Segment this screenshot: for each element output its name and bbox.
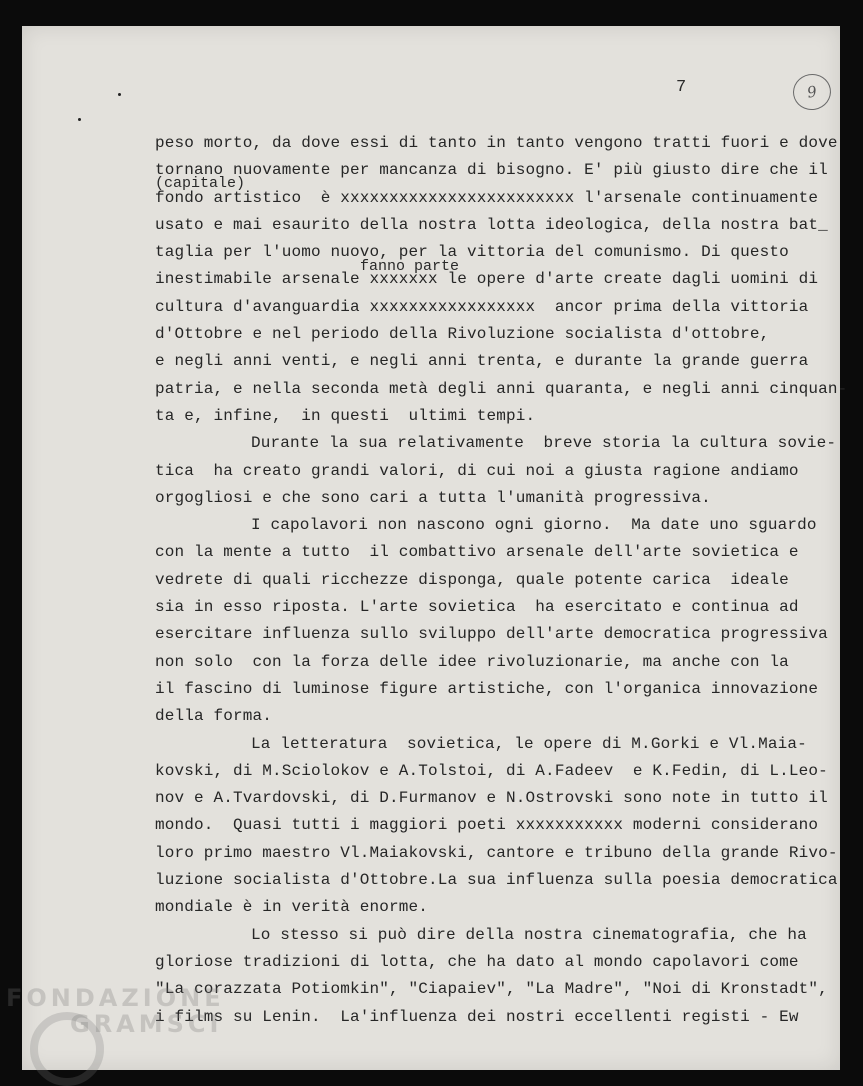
text-line: taglia per l'uomo nuovo, per la vittoria del comunismo. Di questo	[155, 243, 789, 262]
text-line: tornano nuovamente per mancanza di bisogno. E' più giusto dire che il	[155, 161, 828, 180]
handwritten-insertion-fanno-parte: fanno parte	[360, 258, 460, 275]
text-line: non solo con la forza delle idee rivoluzionarie, ma anche con la	[155, 652, 789, 671]
text-line: gloriose tradizioni di lotta, che ha dato al mondo capolavori come	[155, 952, 799, 971]
ink-speck	[118, 93, 121, 96]
text-line: e negli anni venti, e negli anni trenta, e durante la grande guerra	[155, 352, 809, 371]
text-line: I capolavori non nascono ogni giorno. Ma date uno sguardo	[251, 516, 817, 535]
text-line: sia in esso riposta. L'arte sovietica ha esercitato e continua ad	[155, 598, 799, 617]
text-line: loro primo maestro Vl.Maiakovski, cantore e tribuno della grande Rivo-	[155, 843, 838, 862]
watermark	[6, 985, 225, 1037]
text-line: kovski, di M.Sciolokov e A.Tolstoi, di A.Fadeev e K.Fedin, di L.Leo-	[155, 761, 828, 780]
text-line: La letteratura sovietica, le opere di M.Gorki e Vl.Maia-	[251, 734, 807, 753]
text-line: luzione socialista d'Ottobre.La sua influenza sulla poesia democratica	[155, 871, 838, 890]
text-line: esercitare influenza sullo sviluppo dell'arte democratica progressiva	[155, 625, 828, 644]
text-line: cultura d'avanguardia xxxxxxxxxxxxxxxxx ancor prima della vittoria	[155, 297, 809, 316]
text-line: peso morto, da dove essi di tanto in tanto vengono tratti fuori e dove	[155, 134, 838, 152]
text-line: inestimabile arsenale xxxxxxx le opere d'arte create dagli uomini di	[155, 270, 819, 289]
text-line: Lo stesso si può dire della nostra cinematografia, che ha	[251, 925, 807, 944]
text-line: "La corazzata Potiomkin", "Ciapaiev", "La Madre", "Noi di Kronstadt",	[155, 980, 828, 999]
text-line: ta e, infine, in questi ultimi tempi.	[155, 406, 536, 425]
text-line: nov e A.Tvardovski, di D.Furmanov e N.Ostrovski sono note in tutto il	[155, 789, 828, 808]
text-line: Durante la sua relativamente breve storia la cultura sovie-	[251, 434, 837, 453]
text-line: usato e mai esaurito della nostra lotta ideologica, della nostra bat_	[155, 215, 828, 234]
text-line: il fascino di luminose figure artistiche, con l'organica innovazione	[155, 679, 819, 698]
text-line: con la mente a tutto il combattivo arsenale dell'arte sovietica e	[155, 543, 799, 562]
text-line: i films su Lenin. La'influenza dei nostri eccellenti registi - Ew	[155, 1007, 799, 1026]
page-number: 7	[676, 78, 687, 97]
text-line: tica ha creato grandi valori, di cui noi a giusta ragione andiamo	[155, 461, 799, 480]
text-line: mondo. Quasi tutti i maggiori poeti xxxxxxxxxxx moderni considerano	[155, 816, 819, 835]
text-line: d'Ottobre e nel periodo della Rivoluzione socialista d'ottobre,	[155, 325, 770, 344]
body-text	[155, 130, 847, 1031]
archive-page-mark: 9	[790, 71, 834, 113]
text-line: fondo artistico è xxxxxxxxxxxxxxxxxxxxxxxx l'arsenale continuamente	[155, 188, 819, 207]
text-line: della forma.	[155, 707, 273, 726]
ink-speck	[78, 118, 81, 121]
text-line: patria, e nella seconda metà degli anni quaranta, e negli anni cinquan-	[155, 379, 848, 398]
text-line: mondiale è in verità enorme.	[155, 898, 429, 917]
watermark-line-1: FONDAZIONE	[6, 984, 225, 1012]
text-line: orgogliosi e che sono cari a tutta l'umanità progressiva.	[155, 488, 711, 507]
text-line: vedrete di quali ricchezze disponga, quale potente carica ideale	[155, 570, 789, 589]
handwritten-insertion-capitale: (capitale)	[155, 175, 246, 192]
watermark-line-2: GRAMSCI	[70, 1010, 223, 1038]
